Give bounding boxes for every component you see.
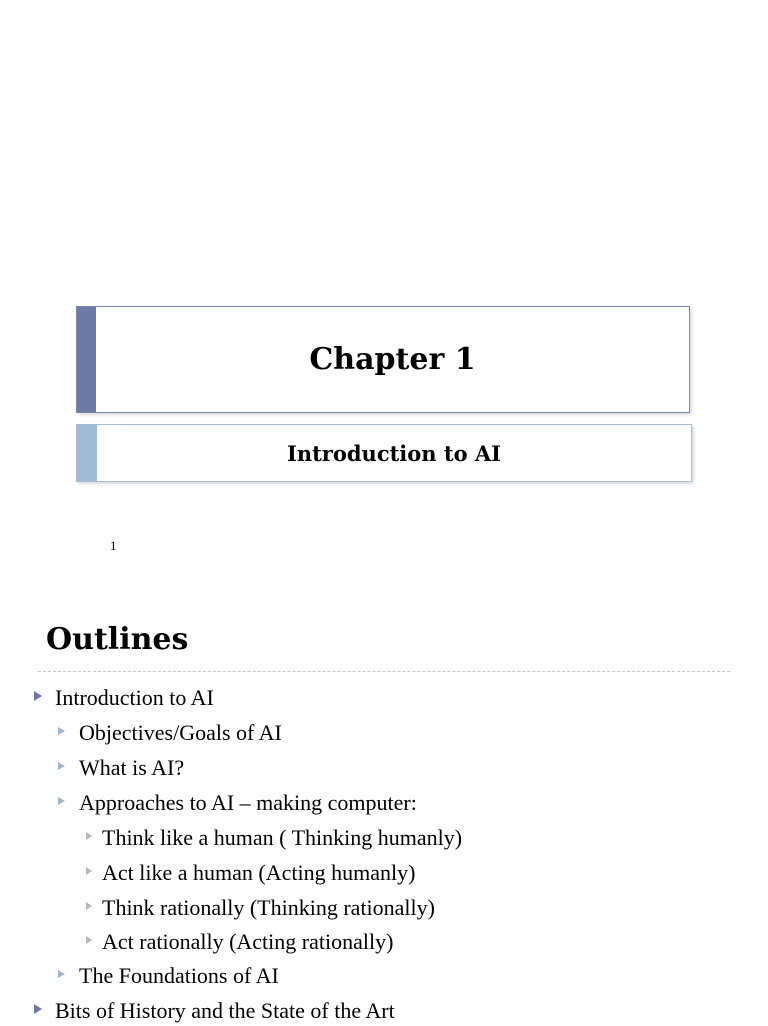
- list-item: [58, 753, 184, 783]
- bullet-arrow-icon: [86, 832, 92, 840]
- page-number: 1: [110, 538, 117, 553]
- list-item-text: Bits of History and the State of the Art: [55, 998, 395, 1023]
- bullet-arrow-icon: [34, 691, 42, 701]
- heading-divider: [38, 671, 730, 672]
- bullet-arrow-icon: [58, 797, 65, 805]
- bullet-arrow-icon: [34, 1004, 42, 1014]
- list-item-text: Act rationally (Acting rationally): [102, 929, 394, 954]
- list-item: [58, 961, 279, 991]
- list-item: [86, 858, 415, 888]
- slide-subtitle: Introduction to AI: [287, 440, 501, 466]
- bullet-arrow-icon: [86, 867, 92, 875]
- list-item-text: Introduction to AI: [55, 685, 214, 710]
- bullet-arrow-icon: [58, 727, 65, 735]
- subtitle-box: [76, 424, 692, 482]
- slide-title: Chapter 1: [309, 342, 476, 377]
- list-item-text: Think rationally (Thinking rationally): [102, 895, 435, 920]
- title-box: [76, 306, 690, 413]
- list-item-text: Think like a human ( Thinking humanly): [102, 825, 463, 850]
- bullet-arrow-icon: [86, 936, 92, 944]
- list-item: [34, 683, 214, 713]
- list-item-text: The Foundations of AI: [79, 963, 279, 988]
- list-item-text: What is AI?: [79, 755, 185, 780]
- list-item: [58, 788, 417, 818]
- list-item-text: Act like a human (Acting humanly): [102, 860, 416, 885]
- list-item: [86, 893, 435, 923]
- list-item-text: Objectives/Goals of AI: [79, 720, 282, 745]
- title-accent-bar: [77, 307, 96, 412]
- subtitle-accent-bar: [77, 425, 97, 481]
- list-item: [34, 996, 395, 1026]
- list-item: [86, 823, 462, 853]
- list-item: [86, 927, 393, 957]
- outline-heading: Outlines: [46, 622, 189, 657]
- bullet-arrow-icon: [58, 970, 65, 978]
- list-item: [58, 718, 282, 748]
- bullet-arrow-icon: [58, 762, 65, 770]
- bullet-arrow-icon: [86, 902, 92, 910]
- list-item-text: Approaches to AI – making computer:: [79, 790, 417, 815]
